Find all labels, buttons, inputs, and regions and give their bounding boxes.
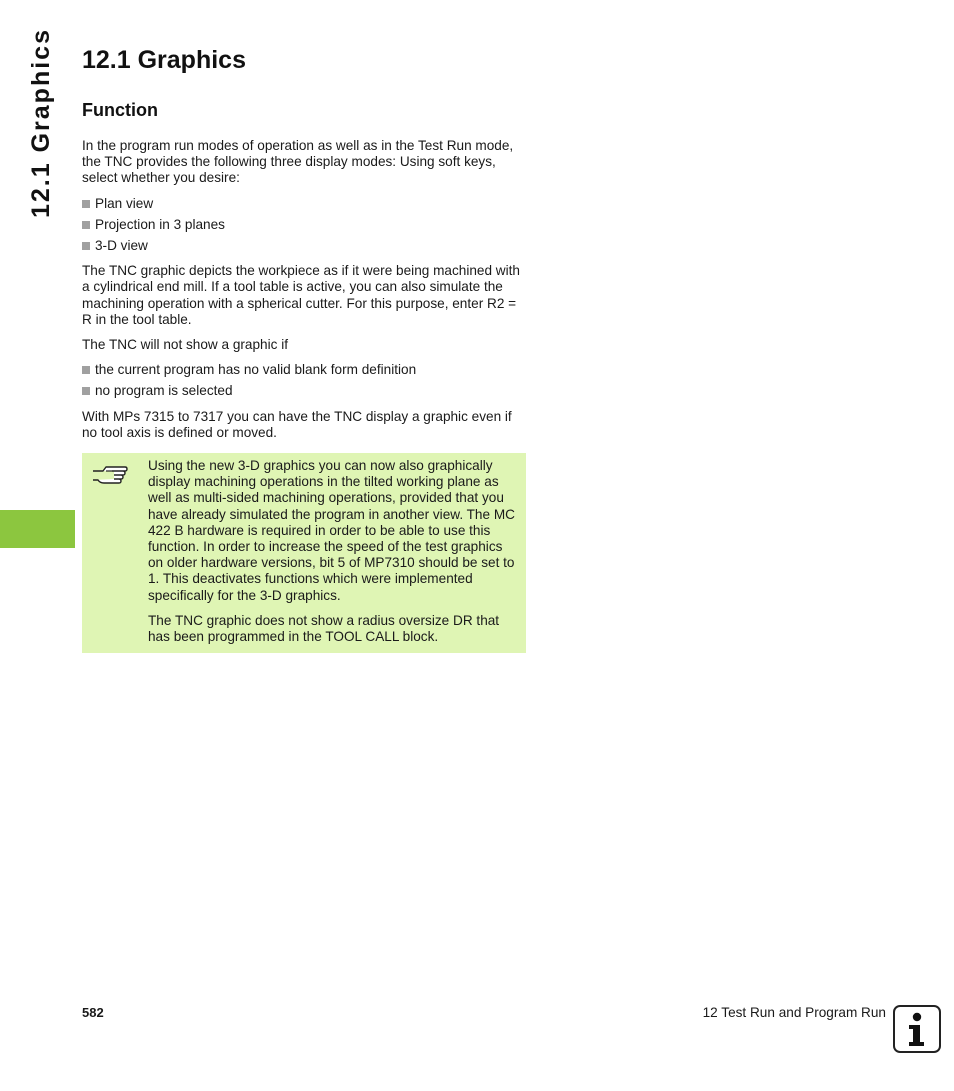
main-content — [82, 138, 526, 450]
display-modes-list — [82, 196, 526, 255]
page-number: 582 — [82, 1005, 104, 1020]
note-box — [82, 453, 526, 653]
subsection-title: Function — [82, 100, 158, 120]
section-title: 12.1 Graphics — [82, 46, 246, 74]
chapter-tab-marker — [0, 510, 75, 548]
conditions-list — [82, 362, 526, 399]
list-item: the current program has no valid blank form definition — [82, 362, 526, 378]
square-bullet-icon — [82, 221, 90, 229]
list-item: no program is selected — [82, 383, 526, 399]
intro-paragraph: In the program run modes of operation as well as in the Test Run mode, the TNC provides the following three display modes: Using soft keys, select whether you desire: — [82, 138, 514, 186]
note-text — [148, 458, 518, 654]
list-item: Projection in 3 planes — [82, 217, 526, 233]
mps-paragraph: With MPs 7315 to 7317 you can have the TNC display a graphic even if no tool axis is defined or moved. — [82, 408, 512, 440]
note-paragraph-1: Using the new 3-D graphics you can now also graphically display machining operations in the tilted working plane as well as multi-sided machining operations, provided that you have already simulated the program in another view. The MC 422 B hardware is required in order to be able to use this function. In order to increase the speed of the test graphics on older hardware versions, bit 5 of MP7310 should be set to 1. This deactivates functions which were implemented specifically for the 3-D graphics. — [148, 458, 515, 603]
no-graphic-paragraph: The TNC will not show a graphic if — [82, 337, 289, 353]
list-item: Plan view — [82, 196, 526, 212]
side-chapter-title: 12.1 Graphics — [27, 28, 55, 218]
graphic-paragraph: The TNC graphic depicts the workpiece as if it were being machined with a cylindrical end mill. If a tool table is active, you can also simulate the machining operation with a spherical cutter. For this purpose, enter R2 = R in the tool table. — [82, 263, 520, 327]
square-bullet-icon — [82, 200, 90, 208]
info-icon[interactable] — [893, 1005, 941, 1053]
footer-chapter-title: 12 Test Run and Program Run — [702, 1005, 886, 1020]
square-bullet-icon — [82, 242, 90, 250]
square-bullet-icon — [82, 366, 90, 374]
list-item: 3-D view — [82, 238, 526, 254]
pointing-hand-icon — [92, 463, 128, 485]
square-bullet-icon — [82, 387, 90, 395]
note-paragraph-2: The TNC graphic does not show a radius oversize DR that has been programmed in the TOOL CALL block. — [148, 612, 500, 645]
